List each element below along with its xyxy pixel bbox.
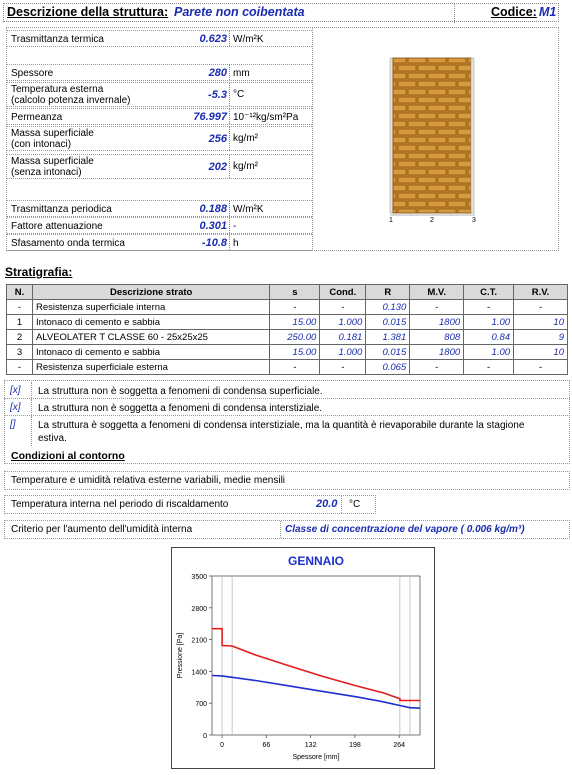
table-cell: 15.00 bbox=[270, 345, 320, 360]
condensa-item bbox=[4, 416, 570, 446]
pressure-chart-svg bbox=[172, 548, 434, 768]
table-cell: - bbox=[7, 360, 33, 375]
property-name: Trasmittanza periodica bbox=[11, 204, 112, 215]
property-row bbox=[7, 82, 312, 107]
plot-area bbox=[212, 576, 420, 735]
table-cell: - bbox=[464, 360, 514, 375]
table-cell: 15.00 bbox=[270, 315, 320, 330]
property-unit: °C bbox=[233, 89, 245, 100]
table-cell: 0.015 bbox=[366, 315, 410, 330]
property-value: 256 bbox=[208, 133, 227, 145]
table-cell: Resistenza superficiale esterna bbox=[32, 360, 269, 375]
x-tick-label: 132 bbox=[304, 742, 317, 749]
property-unit: W/m²K bbox=[233, 34, 264, 45]
property-name: Fattore attenuazione bbox=[11, 221, 103, 232]
table-header-cell: C.T. bbox=[464, 285, 514, 300]
table-cell: - bbox=[320, 300, 366, 315]
table-cell: 0.84 bbox=[464, 330, 514, 345]
table-cell: 1.000 bbox=[320, 345, 366, 360]
table-cell: - bbox=[410, 360, 464, 375]
contorno-title: Condizioni al contorno bbox=[11, 450, 125, 462]
property-row bbox=[7, 108, 312, 125]
condensa-checkbox: [] bbox=[10, 419, 16, 430]
y-tick-label: 3500 bbox=[191, 574, 207, 581]
table-cell: 0.130 bbox=[366, 300, 410, 315]
condensa-checkbox: [x] bbox=[10, 402, 21, 413]
y-tick-label: 700 bbox=[195, 701, 207, 709]
table-header-cell: s bbox=[270, 285, 320, 300]
property-unit: 10⁻¹²kg/sm²Pa bbox=[233, 112, 299, 123]
y-tick-label: 2100 bbox=[191, 637, 207, 645]
description-value: Parete non coibentata bbox=[174, 5, 305, 19]
property-value: 280 bbox=[208, 67, 227, 79]
code-value: M1 bbox=[539, 5, 557, 19]
property-value: 0.301 bbox=[199, 220, 227, 232]
property-name: Temperatura esterna (calcolo potenza invernale) bbox=[11, 84, 131, 106]
property-unit: h bbox=[233, 238, 239, 249]
table-cell: Resistenza superficiale interna bbox=[32, 300, 269, 315]
table-cell: - bbox=[410, 300, 464, 315]
table-cell: Intonaco di cemento e sabbia bbox=[32, 345, 269, 360]
property-value: 76.997 bbox=[193, 111, 227, 123]
wall-section-image bbox=[387, 56, 483, 224]
wall-label-3: 3 bbox=[472, 217, 476, 224]
property-row bbox=[7, 234, 312, 251]
chart-title: GENNAIO bbox=[287, 554, 345, 568]
x-tick-label: 264 bbox=[393, 742, 406, 749]
properties-column-separator bbox=[312, 27, 313, 251]
property-value: 0.188 bbox=[199, 203, 227, 215]
table-header-cell: R bbox=[366, 285, 410, 300]
int-temp-box bbox=[4, 495, 376, 514]
table-row bbox=[7, 360, 568, 375]
table-row bbox=[7, 300, 568, 315]
property-row bbox=[7, 217, 312, 234]
criterion-box bbox=[4, 520, 570, 539]
wall-label-1: 1 bbox=[389, 217, 393, 224]
property-name: Spessore bbox=[11, 68, 54, 79]
table-cell: 250.00 bbox=[270, 330, 320, 345]
table-header-cell: M.V. bbox=[410, 285, 464, 300]
property-value: -5.3 bbox=[208, 89, 227, 101]
property-value: -10.8 bbox=[201, 237, 227, 249]
int-temp-unit: °C bbox=[349, 499, 361, 510]
table-header-cell: N. bbox=[7, 285, 33, 300]
condensa-text: La struttura non è soggetta a fenomeni di condensa interstiziale. bbox=[38, 403, 323, 414]
table-cell: 0.065 bbox=[366, 360, 410, 375]
table-header-cell: Descrizione strato bbox=[32, 285, 269, 300]
table-cell: 9 bbox=[514, 330, 568, 345]
stratigrafia-title: Stratigrafia: bbox=[5, 265, 73, 279]
table-cell: - bbox=[270, 360, 320, 375]
table-cell: 2 bbox=[7, 330, 33, 345]
description-label: Descrizione della struttura: bbox=[7, 5, 169, 19]
table-cell: 10 bbox=[514, 345, 568, 360]
table-cell: 0.181 bbox=[320, 330, 366, 345]
property-unit: mm bbox=[233, 68, 250, 79]
y-tick-label: 0 bbox=[203, 733, 207, 740]
int-temp-label: Temperatura interna nel periodo di riscaldamento bbox=[11, 499, 229, 510]
condensa-text: La struttura è soggetta a fenomeni di condensa interstiziale, ma la quantità è rievaporabile durante la stagione estiva. bbox=[38, 420, 525, 444]
condensa-text: La struttura non è soggetta a fenomeni di condensa superficiale. bbox=[38, 386, 323, 397]
property-unit: W/m²K bbox=[233, 204, 264, 215]
int-temp-value: 20.0 bbox=[316, 498, 338, 510]
pressure-chart bbox=[171, 547, 435, 769]
table-cell: 808 bbox=[410, 330, 464, 345]
property-name: Massa superficiale (senza intonaci) bbox=[11, 156, 94, 178]
property-value: 0.623 bbox=[199, 33, 227, 45]
property-name: Permeanza bbox=[11, 112, 63, 123]
condensa-checkbox: [x] bbox=[10, 385, 21, 396]
property-unit: - bbox=[233, 221, 237, 232]
property-name: Massa superficiale (con intonaci) bbox=[11, 128, 94, 150]
table-cell: - bbox=[320, 360, 366, 375]
criterion-value: Classe di concentrazione del vapore ( 0.006 kg/m³) bbox=[285, 524, 525, 535]
table-cell: 1 bbox=[7, 315, 33, 330]
table-cell: - bbox=[514, 300, 568, 315]
table-header-cell: R.V. bbox=[514, 285, 568, 300]
table-cell: Intonaco di cemento e sabbia bbox=[32, 315, 269, 330]
table-cell: 0.015 bbox=[366, 345, 410, 360]
table-header-cell: Cond. bbox=[320, 285, 366, 300]
ext-conditions-box bbox=[4, 471, 570, 490]
table-cell: 10 bbox=[514, 315, 568, 330]
table-row bbox=[7, 315, 568, 330]
table-cell: ALVEOLATER T CLASSE 60 - 25x25x25 bbox=[32, 330, 269, 345]
wall-label-2: 2 bbox=[430, 217, 434, 224]
table-cell: - bbox=[464, 300, 514, 315]
y-tick-label: 2800 bbox=[191, 605, 207, 613]
table-cell: - bbox=[514, 360, 568, 375]
property-value: 202 bbox=[208, 161, 227, 173]
table-cell: 1.00 bbox=[464, 315, 514, 330]
x-tick-label: 66 bbox=[262, 742, 271, 749]
table-cell: 1.000 bbox=[320, 315, 366, 330]
table-cell: 1800 bbox=[410, 345, 464, 360]
property-row bbox=[7, 200, 312, 217]
condensa-item bbox=[4, 382, 570, 399]
table-cell: 1.381 bbox=[366, 330, 410, 345]
property-unit: kg/m² bbox=[233, 161, 258, 172]
table-cell: - bbox=[7, 300, 33, 315]
stratigrafia-table bbox=[6, 284, 568, 375]
y-axis-label: Pressione [Pa] bbox=[177, 632, 184, 679]
code-label: Codice: bbox=[491, 5, 537, 19]
property-name: Sfasamento onda termica bbox=[11, 238, 125, 249]
property-row bbox=[7, 126, 312, 151]
x-tick-label: 0 bbox=[220, 742, 225, 749]
structure-header bbox=[3, 3, 559, 22]
x-axis-label: Spessore [mm] bbox=[292, 754, 340, 761]
ext-conditions-text: Temperature e umidità relativa esterne variabili, medie mensili bbox=[11, 475, 286, 486]
table-row bbox=[7, 345, 568, 360]
table-cell: 1800 bbox=[410, 315, 464, 330]
table-cell: 3 bbox=[7, 345, 33, 360]
table-cell: 1.00 bbox=[464, 345, 514, 360]
table-row bbox=[7, 330, 568, 345]
property-name: Trasmittanza termica bbox=[11, 34, 104, 45]
criterion-label: Criterio per l'aumento dell'umidità interna bbox=[11, 524, 193, 535]
property-unit: kg/m² bbox=[233, 133, 258, 144]
table-cell: - bbox=[270, 300, 320, 315]
property-row bbox=[7, 30, 312, 47]
condensa-item bbox=[4, 399, 570, 416]
x-tick-label: 198 bbox=[349, 742, 361, 749]
y-tick-label: 1400 bbox=[191, 669, 207, 677]
property-row bbox=[7, 64, 312, 81]
property-row bbox=[7, 154, 312, 179]
